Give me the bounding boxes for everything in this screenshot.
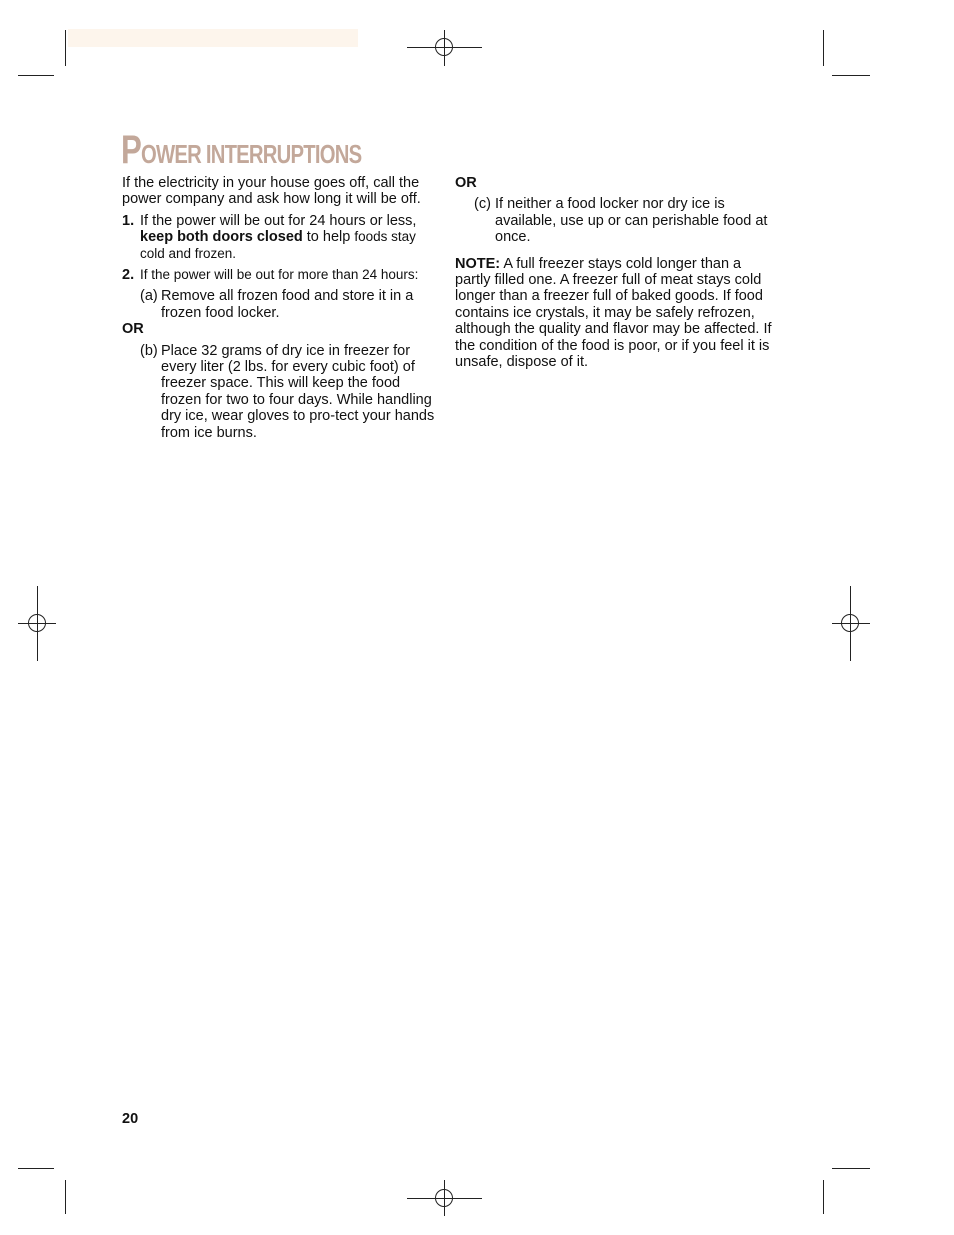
option-c: (c) If neither a food locker nor dry ice is available, use up or can perishable food at once. [474, 196, 768, 246]
page-title: POWER INTERRUPTIONS [121, 128, 362, 172]
or-label-1: OR [122, 321, 144, 338]
step-1: 1. If the power will be out for 24 hours or less, keep both doors closed to help foods stay cold and frozen. [122, 212, 417, 261]
note-paragraph: NOTE: A full freezer stays cold longer than a partly filled one. A freezer full of meat stays cold longer than a freezer full of baked goods. If food contains ice crystals, it may be safely refrozen, although the quality and flavor may be affected. If the condition of the food is poor, or if you feel it is unsafe, dispose of it. [455, 255, 772, 371]
option-a: (a) Remove all frozen food and store it in a frozen food locker. [140, 288, 414, 321]
intro-paragraph: If the electricity in your house goes off, call the power company and ask how long it will be off. [122, 175, 421, 208]
right-column [455, 175, 773, 370]
note-label: NOTE: [455, 255, 501, 272]
emphasis-doors-closed: keep both doors closed [140, 229, 303, 246]
option-b: (b) Place 32 grams of dry ice in freezer for every liter (2 lbs. for every cubic foot) of freezer space. This will keep the food frozen for two to four days. While handling dry ice, wear gloves to pro-tect your hands from ice burns. [140, 342, 435, 441]
page-number: 20 [122, 1111, 139, 1127]
or-label-2: OR [455, 175, 477, 191]
header-tint-bar [68, 29, 358, 47]
step-2: 2. If the power will be out for more than 24 hours: [122, 267, 419, 284]
left-column [122, 175, 440, 441]
